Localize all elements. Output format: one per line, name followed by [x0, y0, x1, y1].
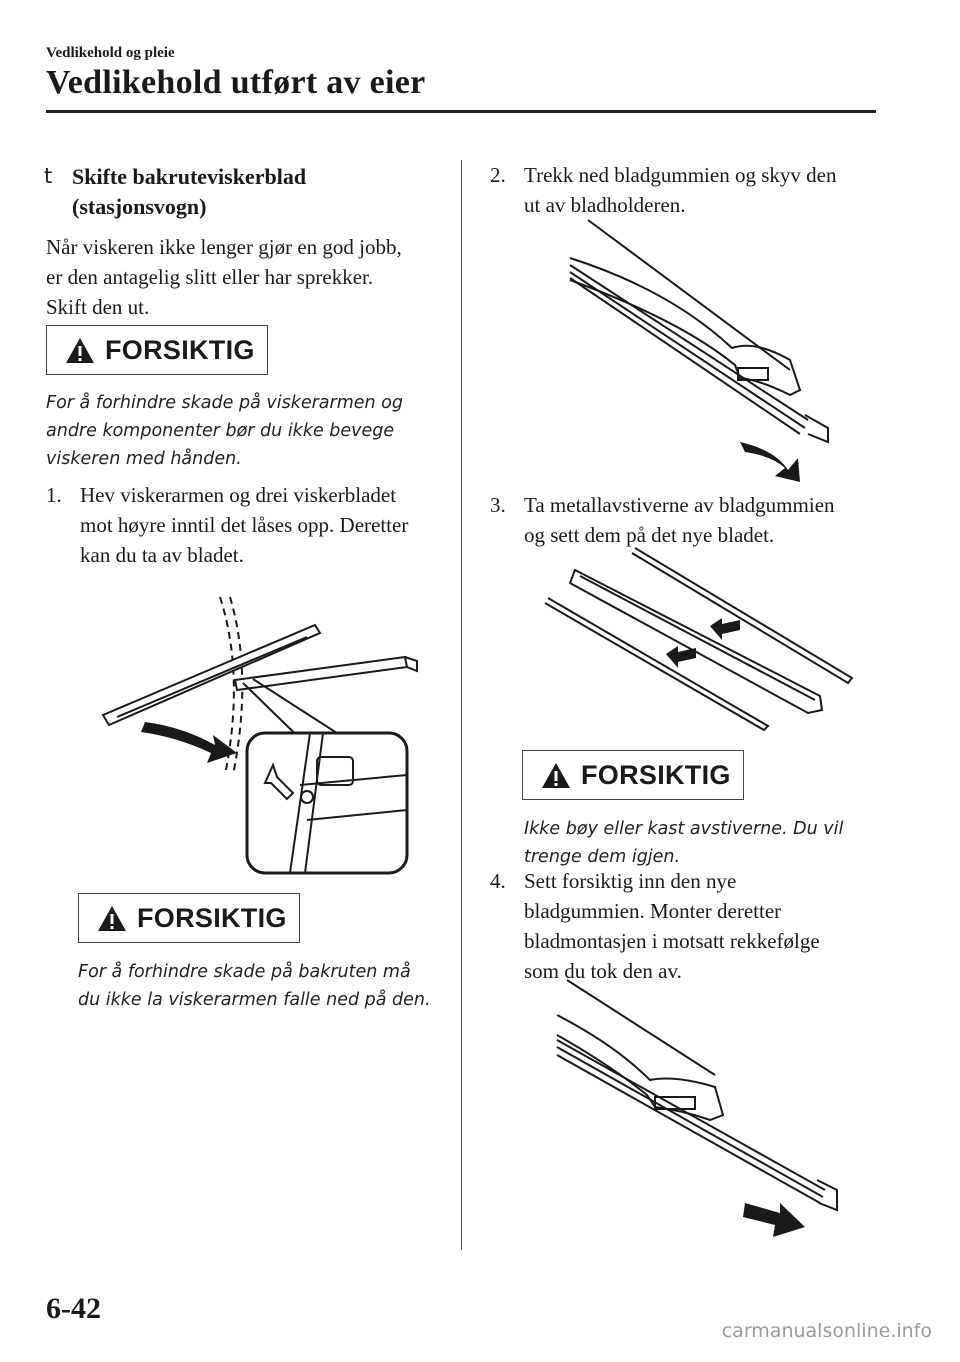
- caution-box: [46, 325, 268, 375]
- caution-label: FORSIKTIG: [581, 759, 731, 790]
- caution-label: FORSIKTIG: [105, 334, 255, 365]
- header-rule: [46, 110, 876, 113]
- step-number: 3.: [490, 493, 506, 517]
- step-line: mot høyre inntil det låses opp. Deretter: [80, 513, 409, 537]
- intro-line: er den antagelig slitt eller har sprekker.: [46, 265, 374, 289]
- warning-icon: [541, 762, 571, 789]
- section-header: Vedlikehold og pleie: [46, 45, 175, 61]
- page-title: Vedlikehold utført av eier: [46, 64, 426, 101]
- step-line: bladgummien. Monter deretter: [524, 899, 782, 923]
- step-line: Hev viskerarmen og drei viskerbladet: [80, 483, 397, 507]
- caution-label: FORSIKTIG: [137, 902, 287, 933]
- step-number: 4.: [490, 869, 506, 893]
- caution-box: [522, 750, 744, 800]
- stiffener-removal-illustration: [540, 548, 860, 733]
- page-number: 6-42: [46, 1292, 101, 1325]
- blade-rubber-pull-illustration: [560, 220, 840, 485]
- caution-text: [524, 815, 904, 871]
- site-watermark: carmanualsonline.info: [721, 1320, 932, 1342]
- section-marker: t: [44, 164, 53, 188]
- column-divider: [461, 160, 462, 1250]
- step-text: [524, 160, 836, 220]
- step-line: Ta metallavstiverne av bladgummien: [524, 493, 835, 517]
- caution-line: viskeren med hånden.: [46, 449, 242, 469]
- step-item: [490, 490, 910, 550]
- step-text: [524, 866, 820, 986]
- caution-line: For å forhindre skade på viskerarmen og: [46, 393, 403, 413]
- step-text: [80, 480, 408, 570]
- step-number: 1.: [46, 483, 62, 507]
- step-item: [46, 480, 446, 570]
- step-line: som du tok den av.: [524, 959, 682, 983]
- caution-line: andre komponenter bør du ikke bevege: [46, 421, 395, 441]
- caution-line: Ikke bøy eller kast avstiverne. Du vil: [524, 819, 844, 839]
- caution-line: du ikke la viskerarmen falle ned på den.: [78, 990, 431, 1010]
- intro-line: Når viskeren ikke lenger gjør en god jobb,: [46, 235, 402, 259]
- wiper-removal-illustration: [95, 585, 435, 885]
- section-title-line1: Skifte bakruteviskerblad: [72, 164, 307, 189]
- caution-text: [46, 389, 446, 473]
- blade-rubber-insert-illustration: [555, 975, 845, 1245]
- caution-text: [78, 958, 448, 1014]
- step-line: kan du ta av bladet.: [80, 543, 244, 567]
- caution-line: trenge dem igjen.: [524, 847, 681, 867]
- step-item: [490, 866, 910, 986]
- step-line: og sett dem på det nye bladet.: [524, 523, 775, 547]
- step-line: Sett forsiktig inn den nye: [524, 869, 737, 893]
- step-line: ut av bladholderen.: [524, 193, 686, 217]
- caution-box: [78, 893, 300, 943]
- warning-icon: [65, 337, 95, 364]
- intro-line: Skift den ut.: [46, 295, 150, 319]
- step-item: [490, 160, 910, 220]
- step-text: [524, 490, 835, 550]
- section-title-line2: (stasjonsvogn): [72, 194, 207, 219]
- section-title: [72, 162, 432, 222]
- step-number: 2.: [490, 163, 506, 187]
- step-line: bladmontasjen i motsatt rekkefølge: [524, 929, 820, 953]
- step-line: Trekk ned bladgummien og skyv den: [524, 163, 837, 187]
- intro-paragraph: [46, 232, 446, 322]
- warning-icon: [97, 905, 127, 932]
- caution-line: For å forhindre skade på bakruten må: [78, 962, 411, 982]
